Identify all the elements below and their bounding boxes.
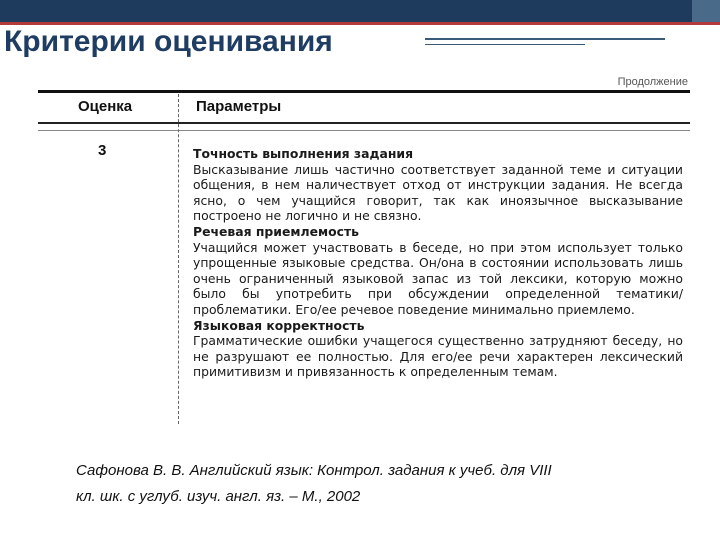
continuation-note: Продолжение [617, 76, 688, 88]
source-citation [76, 458, 676, 510]
section-text: Высказывание лишь частично соответствует заданной теме и ситуации общения, в нем наличествует отход от инструкции задания. Не всегда ясно, о чем учащийся говорит, так как иноязычное высказывание построено не логично и не связно. [193, 161, 683, 224]
citation-line-2: кл. шк. с углуб. изуч. англ. яз. – М., 2002 [76, 488, 361, 505]
top-accent-bar [0, 0, 720, 22]
section-text: Учащийся может участвовать в беседе, но при этом использует только упрощенные языковые средства. Он/она в состоянии использовать лишь очень ограниченный языковой запас из той лексики, которую можно было бы употребить при обсуждении определенной тематики/проблематики. Его/ее речевое поведение минимально приемлемо. [193, 239, 683, 317]
table-header-rule [38, 122, 690, 124]
scanned-table [38, 78, 690, 428]
column-divider [178, 94, 180, 424]
section-text: Грамматические ошибки учащегося существенно затрудняют беседу, но не разрушают ее полностью. Для его/ее речи характерен лексический примитивизм и привязанность к определенным темам. [193, 333, 683, 380]
table-header-rule-secondary [38, 130, 690, 131]
header-grade: Оценка [78, 98, 133, 115]
citation-line-1: Сафонова В. В. Английский язык: Контрол. задания к учеб. для VIII [76, 462, 552, 479]
section-heading: Речевая приемлемость [193, 223, 359, 239]
section-heading: Точность выполнения задания [193, 146, 414, 161]
title-underline-secondary [425, 44, 585, 45]
header-params: Параметры [196, 98, 282, 115]
top-corner-accent [692, 0, 720, 22]
table-top-rule [38, 90, 690, 93]
title-underline [425, 38, 665, 40]
slide-title: Критерии оценивания [4, 25, 333, 58]
grade-value: 3 [98, 142, 107, 159]
parameters-text [193, 146, 683, 380]
section-heading: Языковая корректность [193, 317, 365, 333]
